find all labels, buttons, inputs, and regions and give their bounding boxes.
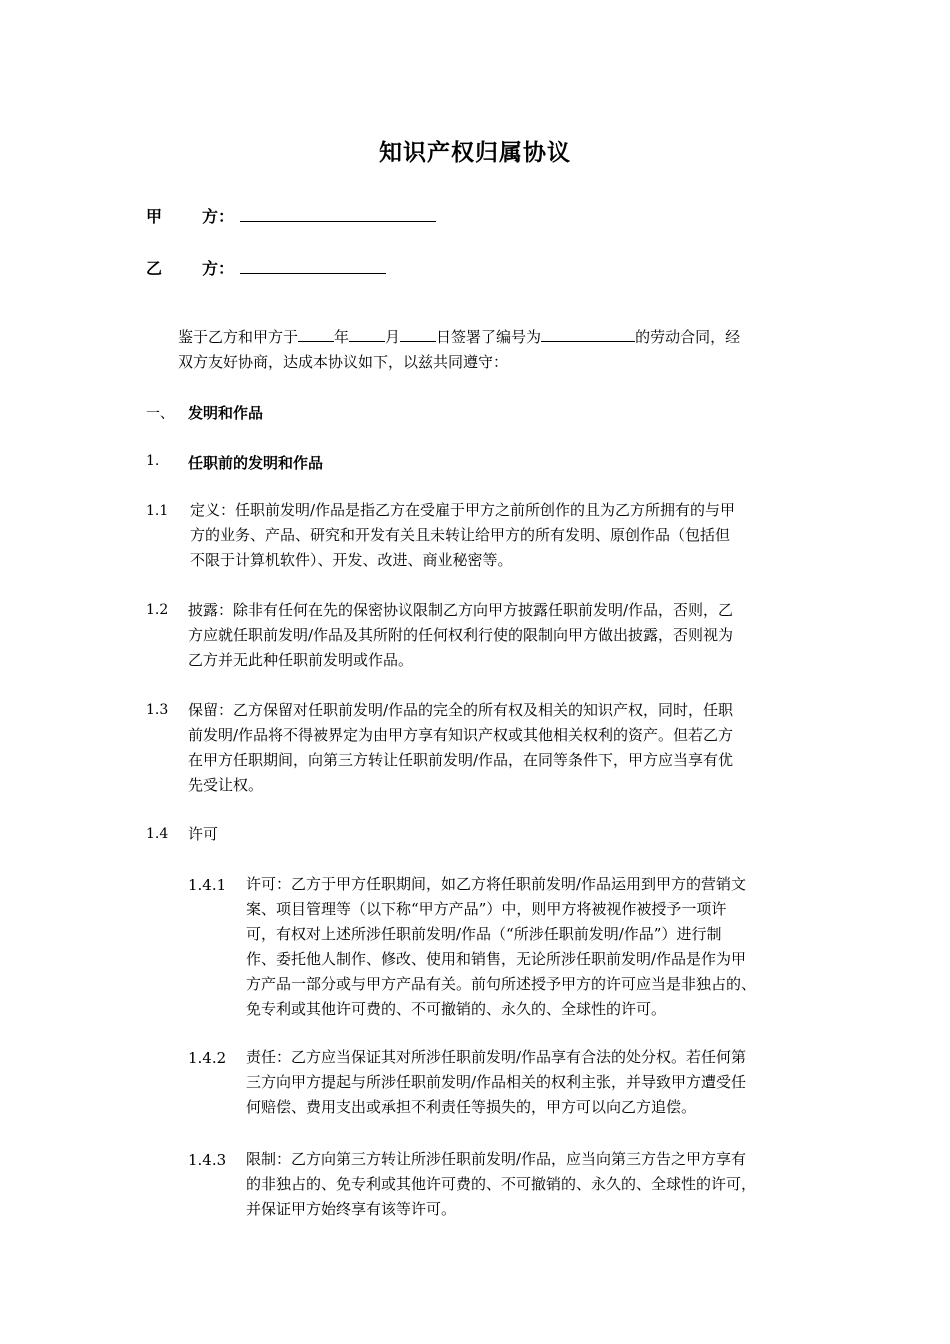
section-1-number: 一、 [146, 406, 174, 422]
clause-line: 保留：乙方保留对任职前发明/作品的完全的所有权及相关的知识产权，同时，任职 [188, 701, 734, 719]
clause-line: 定义：任职前发明/作品是指乙方在受雇于甲方之前所创作的且为乙方所拥有的与甲 [190, 501, 736, 519]
clause-1-4-2-text [246, 1045, 831, 1120]
clause-1-2-text [188, 598, 828, 673]
preamble-text-2: 年 [334, 328, 350, 346]
clause-line: 三方向甲方提起与所涉任职前发明/作品相关的权利主张，并导致甲方遭受任 [246, 1073, 747, 1091]
preamble-line-2: 双方友好协商，达成本协议如下，以兹共同遵守： [178, 353, 509, 371]
clause-line: 的非独占的、免专利或其他许可费的、不可撤销的、永久的、全球性的许可， [246, 1175, 757, 1193]
blank-year[interactable] [298, 327, 334, 342]
clause-line: 前发明/作品将不得被界定为由甲方享有知识产权或其他相关权利的资产。但若乙方 [188, 726, 734, 744]
party-b-line [146, 256, 386, 279]
clause-line: 可，有权对上述所涉任职前发明/作品（“所涉任职前发明/作品”）进行制 [246, 925, 722, 943]
clause-line: 方产品一部分或与甲方产品有关。前句所述授予甲方的许可应当是非独占的、 [246, 975, 757, 993]
party-a-blank[interactable] [240, 207, 436, 222]
clause-line: 在甲方任职期间，向第三方转让任职前发明/作品，在同等条件下，甲方应当享有优 [188, 751, 734, 769]
clause-line: 责任：乙方应当保证其对所涉任职前发明/作品享有合法的处分权。若任何第 [246, 1048, 747, 1066]
clause-line: 乙方并无此种任职前发明或作品。 [188, 651, 414, 669]
document-title: 知识产权归属协议 [379, 139, 571, 166]
section-1-title: 发明和作品 [188, 404, 264, 422]
clause-line: 不限于计算机软件）、开发、改进、商业秘密等。 [190, 551, 513, 569]
clause-1-4-3-text [246, 1147, 831, 1222]
blank-day[interactable] [400, 327, 436, 342]
preamble-text-1: 鉴于乙方和甲方于 [178, 328, 299, 346]
preamble-text-4: 日签署了编号为 [436, 328, 542, 346]
clause-1-4-title: 许可 [188, 825, 219, 843]
clause-1-4-2-number: 1.4.2 [188, 1049, 227, 1067]
preamble-line-1 [178, 325, 818, 350]
clause-line: 方应就任职前发明/作品及其所附的任何权利行使的限制向甲方做出披露，否则视为 [188, 626, 734, 644]
party-b-label-suffix: 方： [202, 259, 235, 278]
clause-line: 先受让权。 [188, 776, 264, 794]
clause-line: 限制：乙方向第三方转让所涉任职前发明/作品，应当向第三方告之甲方享有 [246, 1150, 747, 1168]
clause-1-1-text [190, 498, 830, 573]
clause-1-2-number: 1.2 [146, 602, 169, 618]
clause-1-3-text [188, 698, 828, 798]
party-a-line [146, 204, 436, 227]
clause-line: 案、项目管理等（以下称“甲方产品”）中，则甲方将被视作被授予一项许 [246, 900, 727, 918]
clause-1-4-1-number: 1.4.1 [188, 876, 227, 894]
clause-1-4-3-number: 1.4.3 [188, 1151, 227, 1169]
party-b-label: 乙 [146, 259, 163, 278]
preamble [178, 325, 818, 375]
clause-line: 免专利或其他许可费的、不可撤销的、永久的、全球性的许可。 [246, 1000, 667, 1018]
party-a-label-suffix: 方： [202, 207, 235, 226]
clause-line: 并保证甲方始终享有该等许可。 [246, 1200, 457, 1218]
clause-line: 许可：乙方于甲方任职期间，如乙方将任职前发明/作品运用到甲方的营销文 [246, 875, 747, 893]
clause-1-4-1-text [246, 872, 831, 1022]
preamble-text-3: 月 [385, 328, 401, 346]
clause-line: 作、委托他人制作、修改、使用和销售，无论所涉任职前发明/作品是作为甲 [246, 950, 747, 968]
blank-month[interactable] [349, 327, 385, 342]
clause-line: 何赔偿、费用支出或承担不利责任等损失的，甲方可以向乙方追偿。 [246, 1098, 697, 1116]
clause-1-4-number: 1.4 [146, 826, 169, 842]
preamble-text-5: 的劳动合同，经 [635, 328, 741, 346]
clause-line: 披露：除非有任何在先的保密协议限制乙方向甲方披露任职前发明/作品，否则，乙 [188, 601, 734, 619]
clause-line: 方的业务、产品、研究和开发有关且未转让给甲方的所有发明、原创作品（包括但 [190, 526, 731, 544]
item-1-number: 1. [146, 453, 160, 469]
party-a-label: 甲 [146, 207, 163, 226]
clause-1-1-number: 1.1 [146, 503, 169, 519]
clause-1-3-number: 1.3 [146, 702, 169, 718]
party-b-blank[interactable] [240, 259, 386, 274]
blank-contract-number[interactable] [541, 327, 635, 342]
item-1-title: 任职前的发明和作品 [188, 454, 324, 472]
